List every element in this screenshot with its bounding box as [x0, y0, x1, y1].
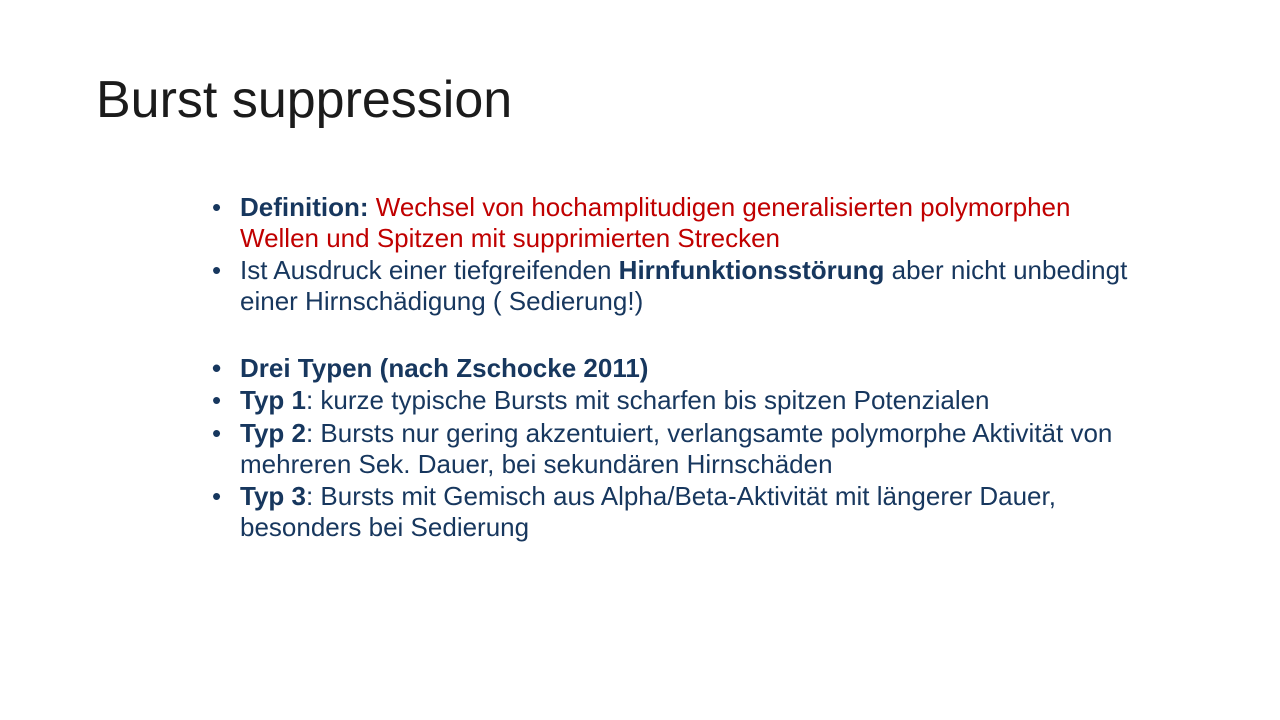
- list-item: [208, 353, 1128, 384]
- bullet-typ3-text: : Bursts mit Gemisch aus Alpha/Beta-Aktivität mit längerer Dauer, besonders bei Sedierung: [240, 481, 1056, 543]
- bullet-typ1-text: : kurze typische Bursts mit scharfen bis spitzen Potenzialen: [305, 385, 990, 416]
- list-item: [208, 481, 1128, 542]
- bullet-typ2-text: : Bursts nur gering akzentuiert, verlangsamte polymorphe Aktivität von mehreren Sek. Dauer, bei sekundären Hirnschäden: [240, 418, 1113, 479]
- page-title: Burst suppression: [96, 71, 513, 129]
- bullet-ausdruck-strong: Hirnfunktionsstörung: [618, 255, 885, 286]
- list-item: [208, 192, 1128, 253]
- bullet-definition-text: Wechsel von hochamplitudigen generalisierten polymorphen Wellen und Spitzen mit supprimierten Strecken: [240, 192, 1071, 253]
- bullet-typ2-label: Typ 2: [240, 418, 306, 449]
- bullet-definition-label: Definition:: [240, 192, 369, 222]
- bullet-typ3-label: Typ 3: [240, 481, 306, 512]
- bullet-typ1-label: Typ 1: [240, 385, 306, 416]
- bullet-drei-typen-text: Drei Typen (nach Zschocke 2011): [240, 352, 649, 383]
- list-item: [208, 255, 1128, 316]
- slide-body: [208, 192, 1128, 545]
- bullet-ausdruck-part2: aber nicht unbedingt einer Hirnschädigung ( Sedierung!): [240, 255, 1128, 317]
- body-spacer: [208, 319, 1128, 353]
- bullet-ausdruck-part1: Ist Ausdruck einer tiefgreifenden: [240, 255, 619, 286]
- list-item: [208, 418, 1128, 479]
- list-item: [208, 385, 1128, 416]
